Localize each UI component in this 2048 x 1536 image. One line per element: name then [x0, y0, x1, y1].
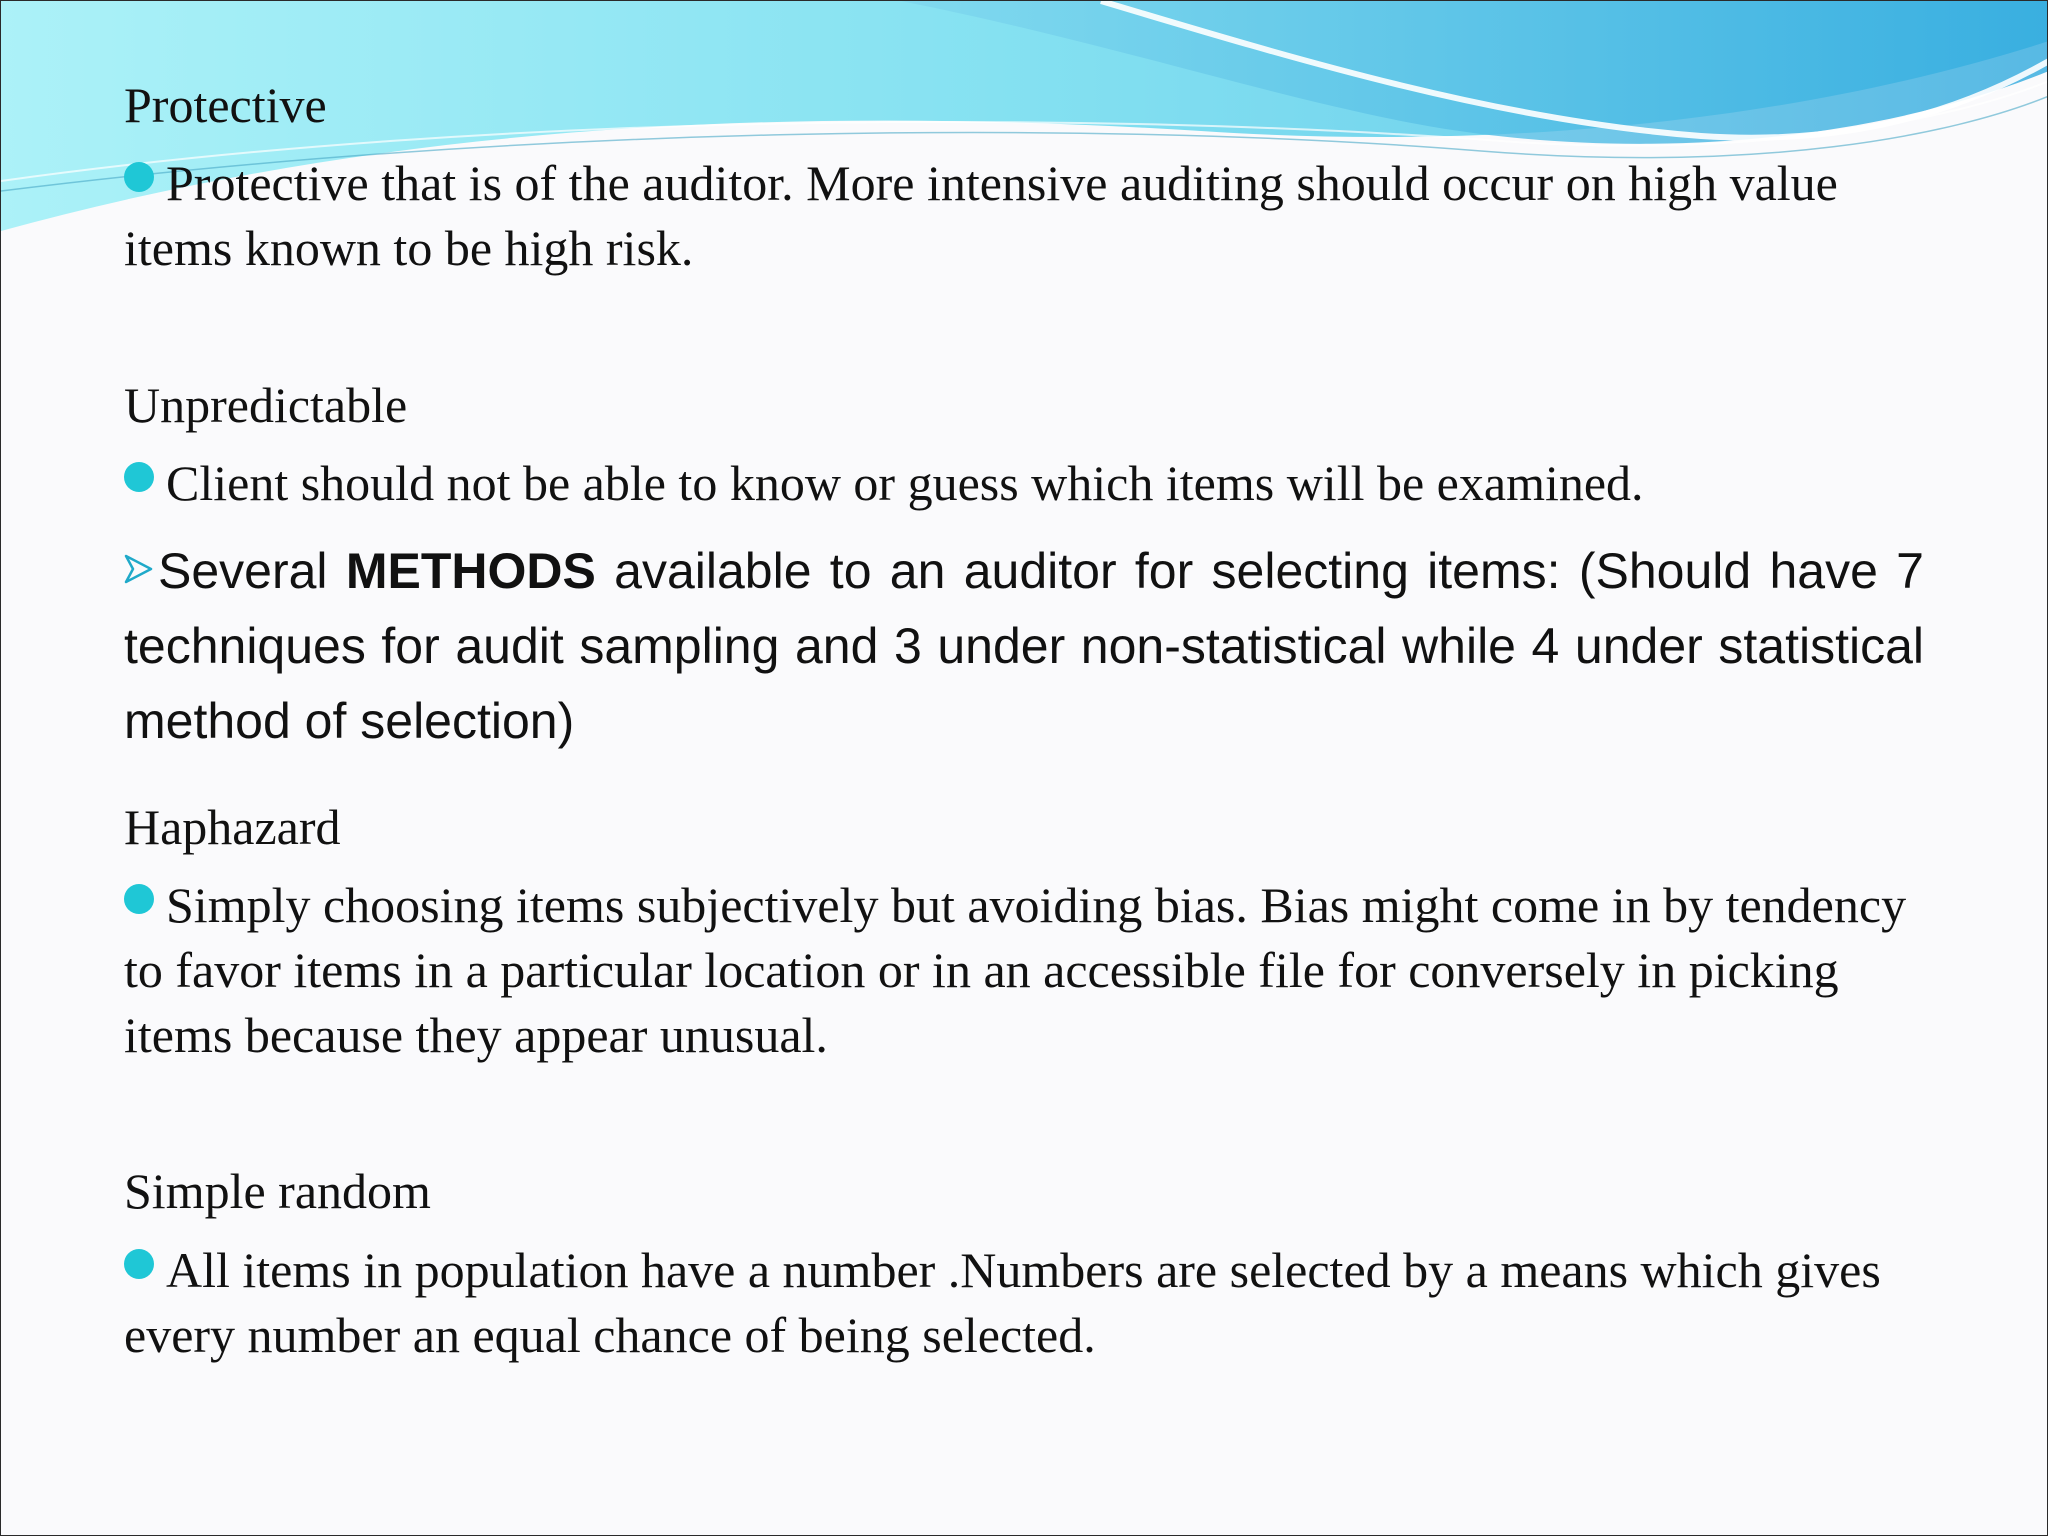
- heading-simple-random: Simple random: [124, 1163, 431, 1219]
- bullet-dot-icon: [124, 162, 154, 192]
- paragraph-simple-random-text: All items in population have a number .Numbers are selected by a means which gives every number an equal chance of being selected.: [124, 1242, 1881, 1363]
- methods-bold: METHODS: [345, 543, 596, 599]
- paragraph-haphazard-text: Simply choosing items subjectively but avoiding bias. Bias might come in by tendency to favor items in a particular location or in an accessible file for conversely in picking items because they appear unusual.: [124, 877, 1907, 1063]
- methods-text-after: available to an auditor for selecting items: (Should have 7 techniques for audit sampling and 3 under non-statistical while 4 under statistical method of selection): [124, 543, 1924, 749]
- bullet-dot-icon: [124, 1249, 154, 1279]
- methods-text-before: Several: [158, 543, 346, 599]
- bullet-dot-icon: [124, 462, 154, 492]
- bullet-dot-icon: [124, 884, 154, 914]
- heading-unpredictable: Unpredictable: [124, 377, 408, 433]
- paragraph-simple-random: [124, 1238, 1924, 1368]
- heading-haphazard: Haphazard: [124, 799, 341, 855]
- arrow-bullet-icon: [124, 552, 154, 586]
- paragraph-unpredictable-text: Client should not be able to know or guess which items will be examined.: [166, 455, 1644, 511]
- paragraph-protective-text: Protective that is of the auditor. More intensive auditing should occur on high value items known to be high risk.: [124, 155, 1838, 276]
- paragraph-unpredictable: [124, 451, 1924, 516]
- heading-protective: Protective: [124, 77, 327, 133]
- paragraph-haphazard: [124, 873, 1924, 1068]
- paragraph-protective: [124, 151, 1924, 281]
- paragraph-methods: [124, 534, 1924, 759]
